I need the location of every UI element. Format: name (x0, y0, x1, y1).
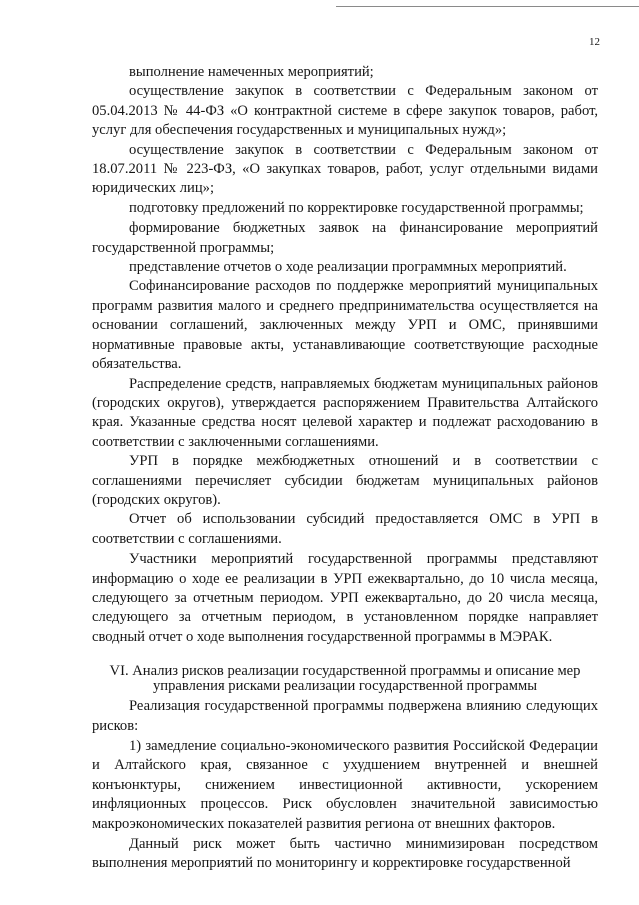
body-text (92, 63, 598, 874)
section-heading: VI. Анализ рисков реализации государственной программы и описание мер управления рисками реализации государственной программы (109, 663, 581, 694)
paragraph: Данный риск может быть частично минимизирован посредством выполнения мероприятий по мониторингу и корректировке государственной (92, 836, 598, 872)
page-number: 12 (589, 36, 600, 48)
paragraph: осуществление закупок в соответствии с Федеральным законом от 18.07.2011 № 223-ФЗ, «О закупках товаров, работ, услуг отдельными видами юридических лиц»; (92, 141, 598, 197)
paragraph: Распределение средств, направляемых бюджетам муниципальных районов (городских округов), утверждается распоряжением Правительства Алтайского края. Указанные средства носят целевой характер и подлежат расходованию в соответствии с заключенными соглашениями. (92, 375, 598, 450)
page-edge-line (336, 6, 639, 7)
paragraph: Участники мероприятий государственной программы представляют информацию о ходе ее реализации в УРП ежеквартально, до 10 числа месяца, следующего за отчетным периодом. УРП ежеквартально, до 20 числа месяца, следующего за отчетным периодом, в установленном порядке направляет сводный отчет о ходе выполнения государственной программы в МЭРАК. (92, 551, 598, 645)
paragraph: 1) замедление социально-экономического развития Российской Федерации и Алтайского края, связанное с ухудшением внутренней и внешней конъюнктуры, снижением инвестиционной активности, ускорением инфляционных процессов. Риск обусловлен значительной зависимостью макроэкономических показателей развития региона от внешних факторов. (92, 738, 598, 832)
paragraph: выполнение намеченных мероприятий; (129, 64, 374, 80)
paragraph: Отчет об использовании субсидий предоставляется ОМС в УРП в соответствии с соглашениями. (92, 511, 598, 547)
paragraph: осуществление закупок в соответствии с Федеральным законом от 05.04.2013 № 44-ФЗ «О контрактной системе в сфере закупок товаров, работ, услуг для обеспечения государственных и муниципальных нужд»; (92, 83, 598, 139)
paragraph: подготовку предложений по корректировке государственной программы; (129, 199, 584, 216)
paragraph: Софинансирование расходов по поддержке мероприятий муниципальных программ развития малого и среднего предпринимательства осуществляется на основании соглашений, заключенных между УРП и ОМС, принявшими нормативные правовые акты, устанавливающие соответствующие расходные обязательства. (92, 278, 598, 373)
paragraph: представление отчетов о ходе реализации программных мероприятий. (129, 259, 567, 276)
paragraph: Реализация государственной программы подвержена влиянию следующих рисков: (92, 698, 598, 734)
paragraph: формирование бюджетных заявок на финансирование мероприятий государственной программы; (92, 220, 598, 256)
paragraph: УРП в порядке межбюджетных отношений и в соответствии с соглашениями перечисляет субсидии бюджетам муниципальных районов (городских округов). (92, 453, 598, 508)
